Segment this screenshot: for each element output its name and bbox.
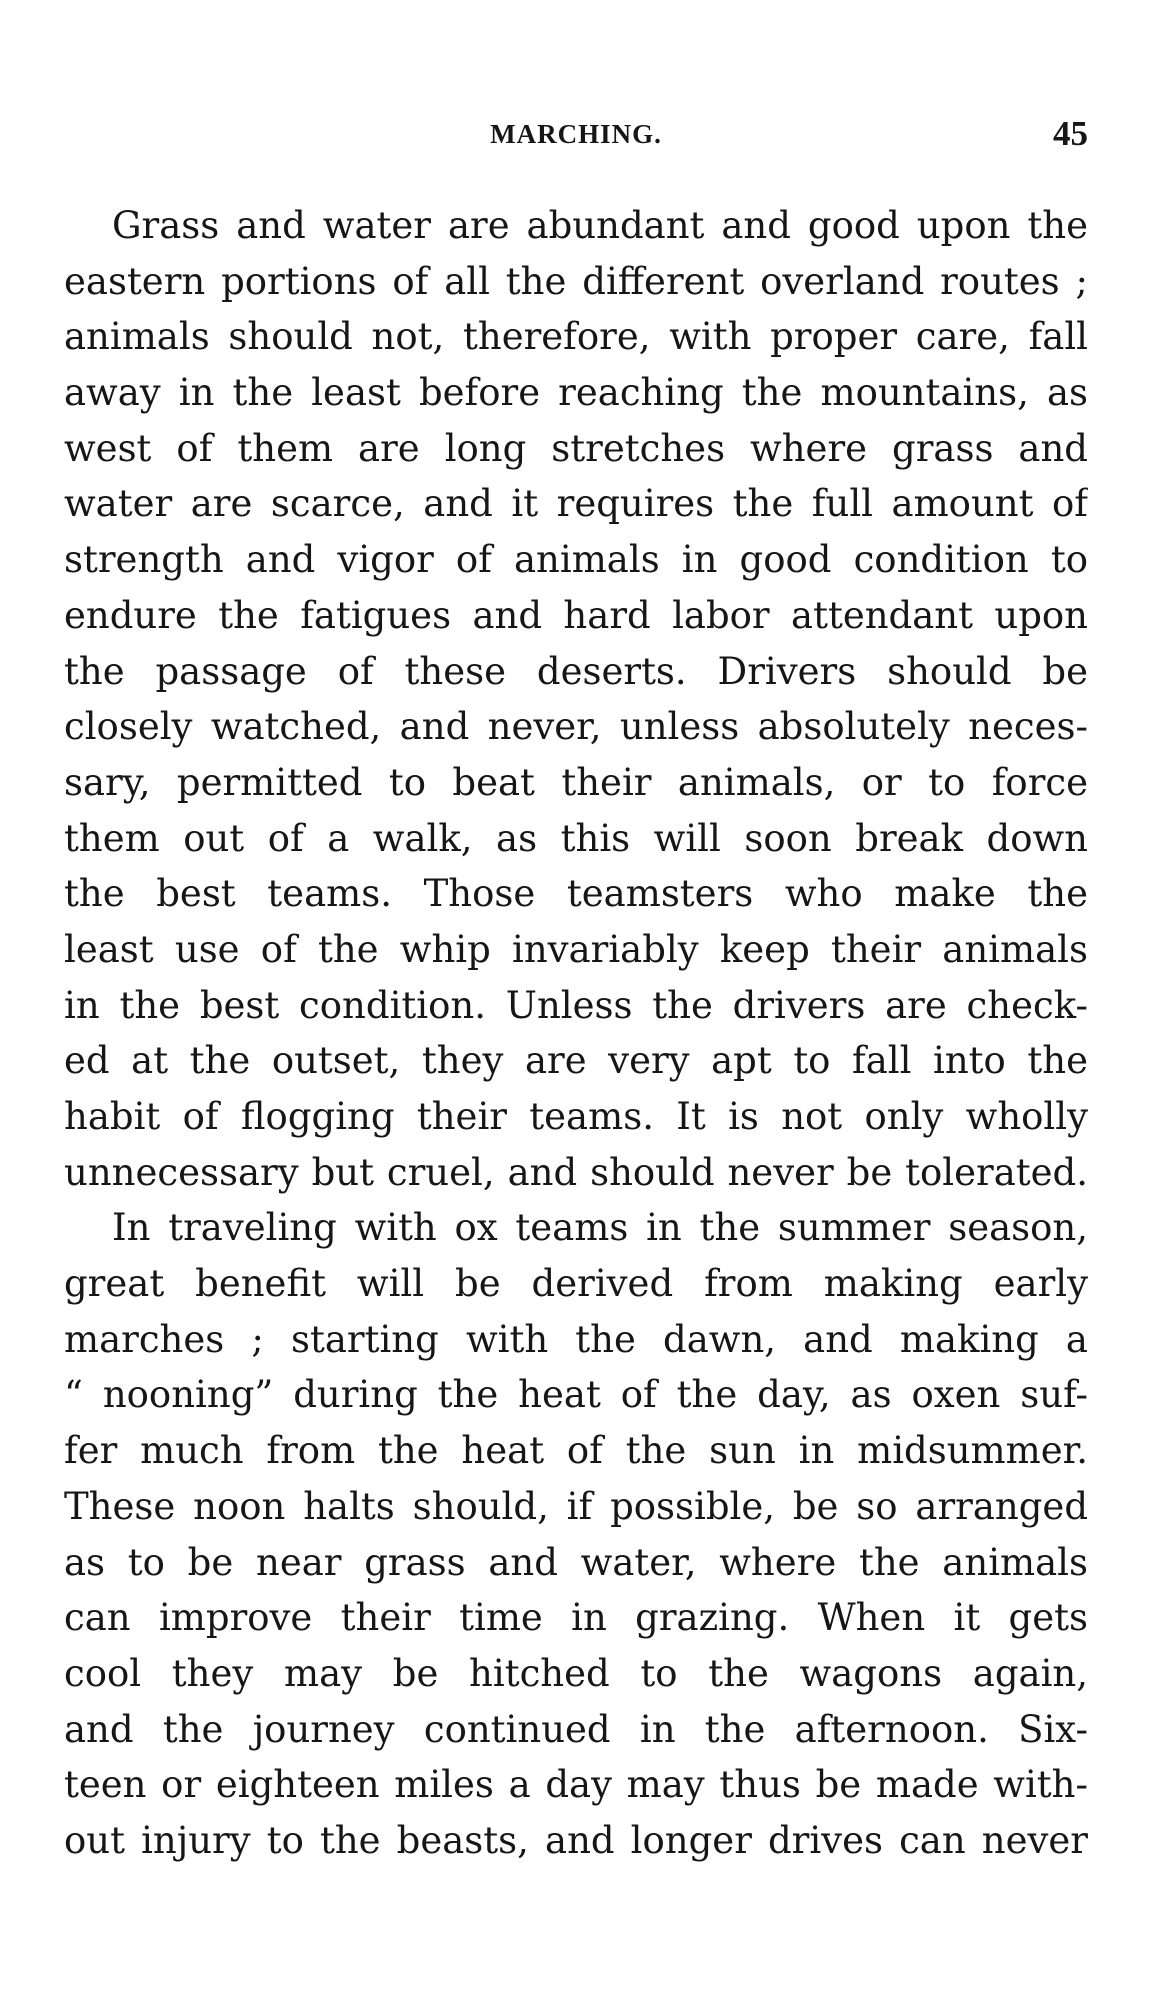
- text-line: the passage of these deserts. Drivers should be: [64, 649, 1088, 693]
- text-line: teen or eighteen miles a day may thus be made with-: [64, 1763, 1088, 1807]
- text-line: “ nooning” during the heat of the day, as oxen suf-: [64, 1373, 1088, 1417]
- body-text: [64, 198, 1088, 1869]
- text-line: habit of flogging their teams. It is not only wholly: [64, 1095, 1088, 1138]
- text-line: great benefit will be derived from making early: [64, 1262, 1088, 1306]
- text-line: animals should not, therefore, with proper care, fall: [64, 315, 1088, 359]
- text-line: as to be near grass and water, where the animals: [64, 1540, 1088, 1584]
- text-line: unnecessary but cruel, and should never be tolerated.: [64, 1150, 1088, 1194]
- text-line: and the journey continued in the afternoon. Six-: [64, 1707, 1088, 1751]
- text-line: closely watched, and never, unless absolutely neces-: [64, 705, 1088, 749]
- text-line: endure the fatigues and hard labor attendant upon: [64, 593, 1088, 637]
- text-line: Grass and water are abundant and good upon the: [112, 204, 1088, 247]
- text-line: water are scarce, and it requires the full amount of: [64, 482, 1088, 526]
- text-line: marches ; starting with the dawn, and making a: [64, 1317, 1088, 1361]
- text-line: These noon halts should, if possible, be so arranged: [64, 1484, 1088, 1528]
- text-line: least use of the whip invariably keep their animals: [64, 927, 1088, 971]
- text-line: ed at the outset, they are very apt to fall into the: [64, 1039, 1088, 1083]
- text-line: eastern portions of all the different overland routes ;: [64, 259, 1088, 303]
- text-line: in the best condition. Unless the drivers are check-: [64, 983, 1088, 1027]
- text-line: the best teams. Those teamsters who make the: [64, 872, 1088, 916]
- text-line: west of them are long stretches where grass and: [64, 426, 1088, 470]
- text-line: away in the least before reaching the mountains, as: [64, 371, 1088, 415]
- page-number: 45: [1053, 114, 1088, 153]
- text-line: sary, permitted to beat their animals, or to force: [64, 760, 1088, 804]
- running-title: MARCHING.: [490, 119, 662, 149]
- text-line: strength and vigor of animals in good condition to: [64, 538, 1088, 582]
- text-line: them out of a walk, as this will soon break down: [64, 816, 1088, 860]
- text-line: out injury to the beasts, and longer drives can never: [64, 1818, 1088, 1862]
- text-line: cool they may be hitched to the wagons again,: [64, 1651, 1088, 1695]
- text-line: In traveling with ox teams in the summer season,: [112, 1206, 1088, 1250]
- text-line: can improve their time in grazing. When it gets: [64, 1596, 1088, 1640]
- running-head: [64, 114, 1088, 154]
- text-line: fer much from the heat of the sun in midsummer.: [64, 1429, 1088, 1473]
